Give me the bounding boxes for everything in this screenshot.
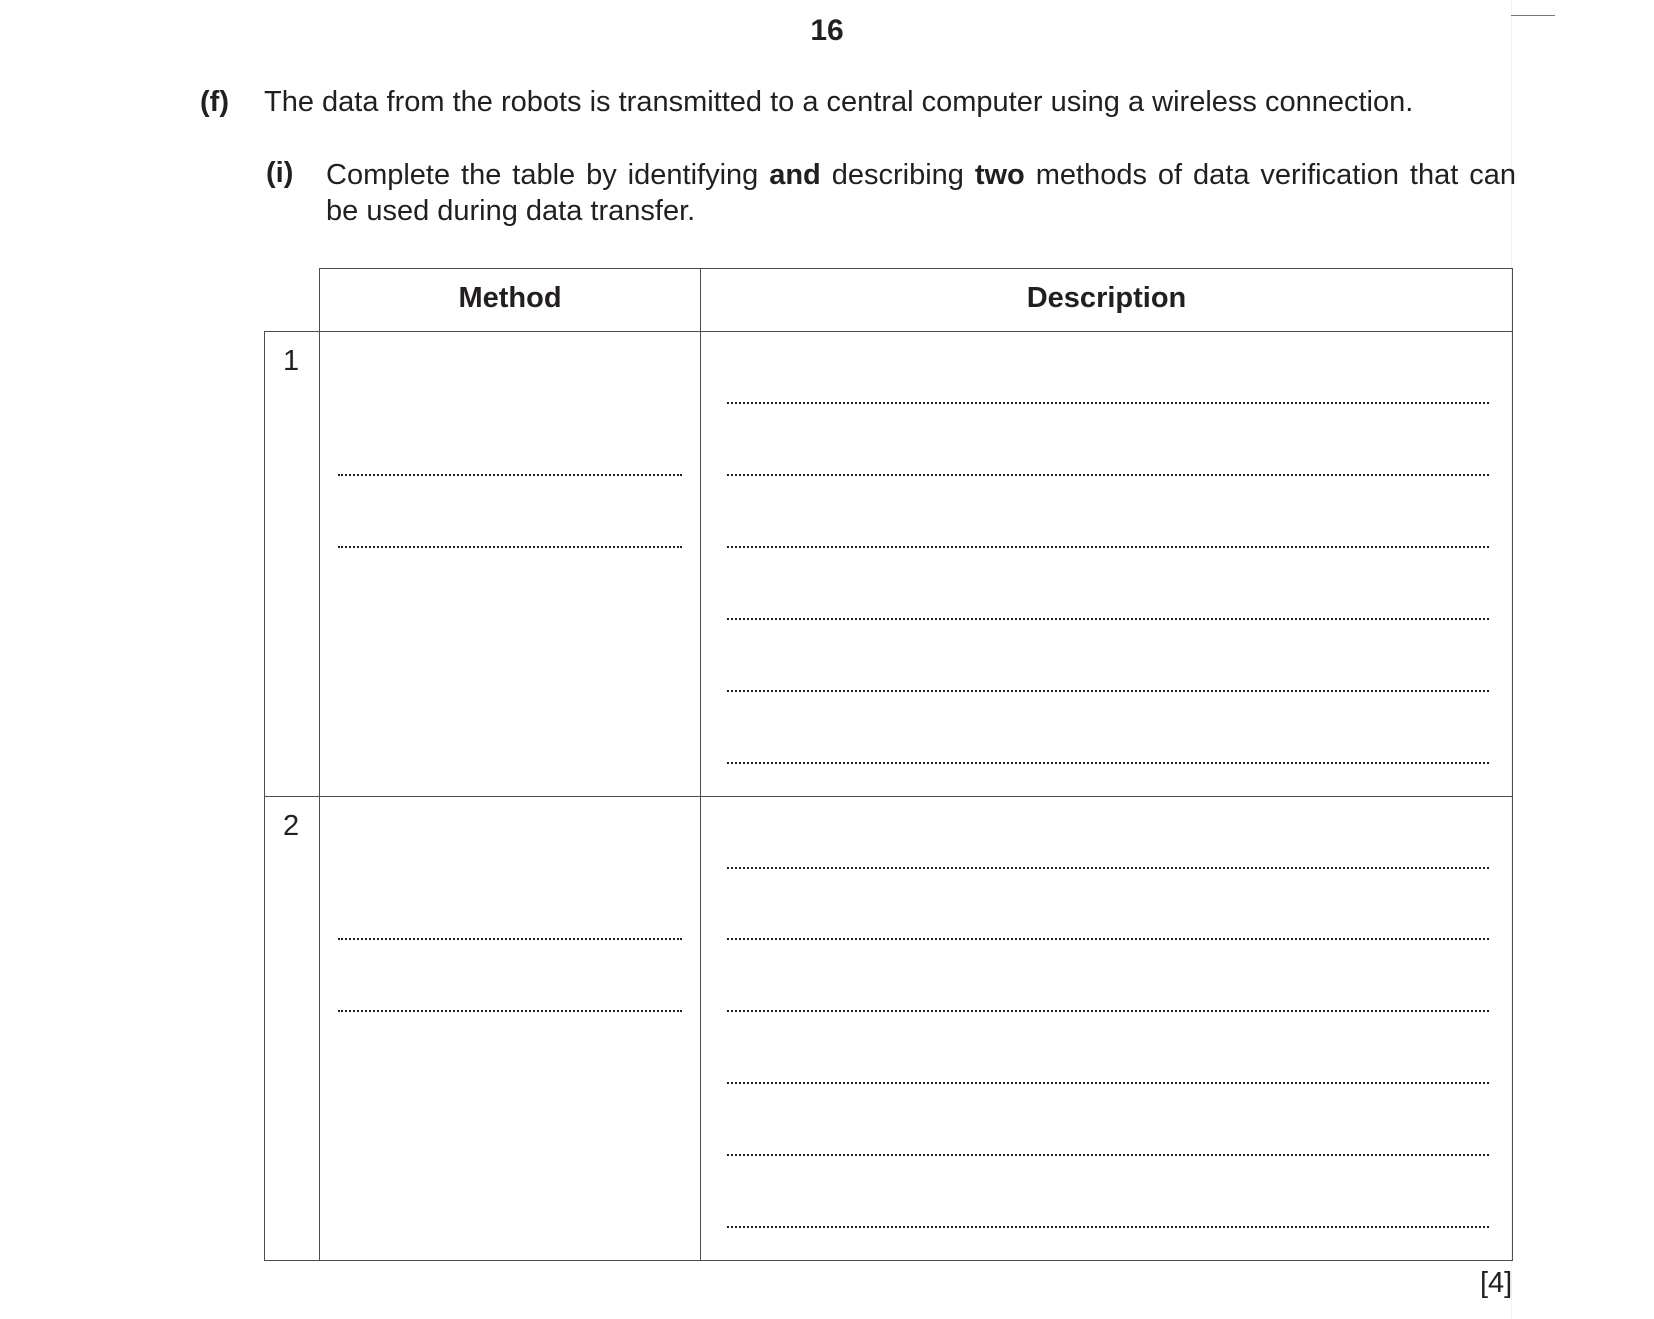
- row-number: 2: [283, 810, 300, 842]
- sub-text-part: describing: [820, 159, 975, 191]
- header-description: Description: [1026, 282, 1187, 314]
- description-answer-line[interactable]: [727, 402, 1489, 404]
- method-cell: [319, 331, 701, 797]
- method-answer-line[interactable]: [338, 546, 682, 548]
- description-answer-line[interactable]: [727, 1082, 1489, 1084]
- description-answer-line[interactable]: [727, 938, 1489, 940]
- method-answer-line[interactable]: [338, 474, 682, 476]
- description-cell: [700, 331, 1513, 797]
- marks-allocation: [4]: [1480, 1267, 1513, 1299]
- row-number-cell: [264, 331, 320, 797]
- row-number: 1: [283, 345, 300, 377]
- description-answer-line[interactable]: [727, 867, 1489, 869]
- description-answer-line[interactable]: [727, 546, 1489, 548]
- description-answer-line[interactable]: [727, 1226, 1489, 1228]
- description-answer-line[interactable]: [727, 690, 1489, 692]
- question-part-label: (f): [200, 86, 229, 118]
- description-answer-line[interactable]: [727, 474, 1489, 476]
- method-cell: [319, 796, 701, 1261]
- method-answer-line[interactable]: [338, 938, 682, 940]
- description-answer-line[interactable]: [727, 618, 1489, 620]
- method-answer-line[interactable]: [338, 1010, 682, 1012]
- header-method: Method: [458, 282, 562, 314]
- sub-text-part: methods of data verification that can be used during data transfer.: [326, 159, 1516, 227]
- question-sub-text: [326, 157, 1516, 229]
- sub-text-bold: two: [974, 159, 1025, 191]
- page-number: 16: [810, 14, 844, 47]
- description-answer-line[interactable]: [727, 1010, 1489, 1012]
- sub-text-part: Complete the table by identifying: [326, 159, 770, 191]
- question-part-text: The data from the robots is transmitted to a central computer using a wireless connection.: [264, 86, 1414, 118]
- question-sub-label: (i): [266, 157, 294, 189]
- description-answer-line[interactable]: [727, 762, 1489, 764]
- description-cell: [700, 796, 1513, 1261]
- sub-text-bold: and: [769, 159, 821, 191]
- row-number-cell: [264, 796, 320, 1261]
- description-answer-line[interactable]: [727, 1154, 1489, 1156]
